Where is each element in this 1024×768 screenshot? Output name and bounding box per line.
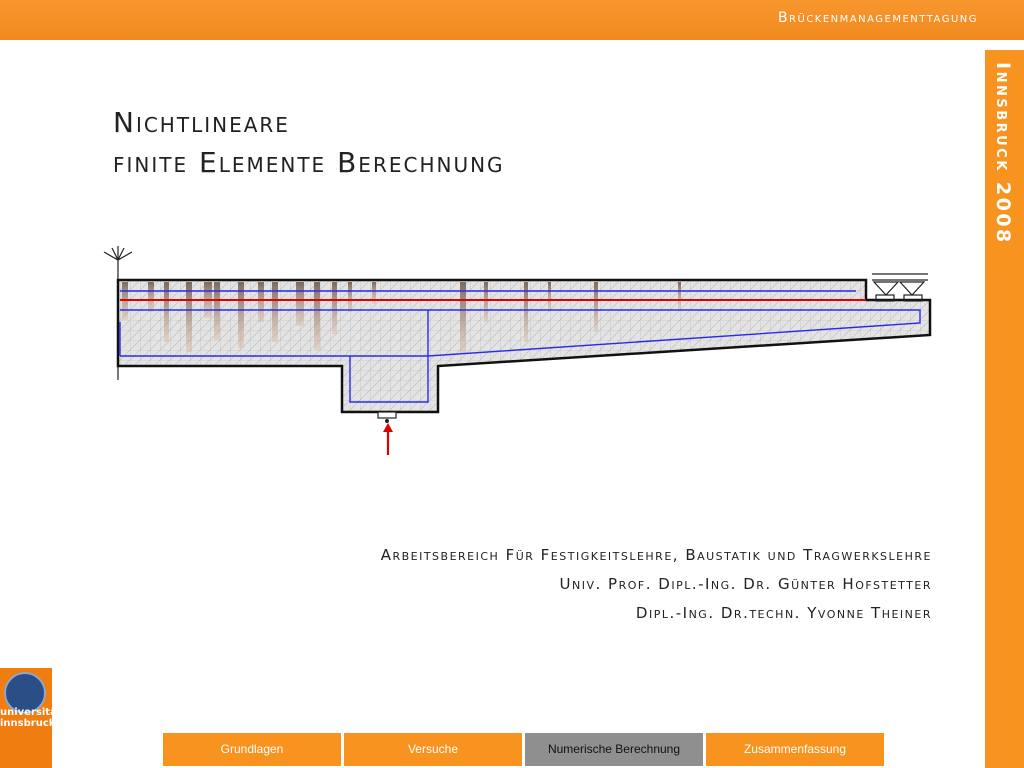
load-arrow-icon [378, 412, 396, 455]
roller-support-icon [872, 274, 928, 301]
title-line-2: finite Elemente Berechnung [113, 146, 505, 179]
authors-block [381, 541, 932, 628]
nav-zusammenfassung[interactable]: Zusammenfassung [706, 733, 884, 766]
fe-model-diagram [100, 240, 940, 465]
conference-title: Brückenmanagementtagung [777, 10, 978, 26]
sidebar-label: Innsbruck 2008 [992, 62, 1014, 245]
slide-title [113, 103, 505, 183]
author-theiner: Dipl.-Ing. Dr.techn. Yvonne Theiner [635, 604, 932, 622]
author-hofstetter: Univ. Prof. Dipl.-Ing. Dr. Günter Hofstetter [559, 575, 932, 593]
nav-versuche[interactable]: Versuche [344, 733, 522, 766]
department-line: Arbeitsbereich Für Festigkeitslehre, Baustatik und Tragwerkslehre [380, 546, 932, 564]
nav-grundlagen[interactable]: Grundlagen [163, 733, 341, 766]
nav-numerische-berechnung[interactable]: Numerische Berechnung [525, 733, 703, 766]
title-line-1: Nichtlineare [113, 106, 290, 139]
university-logo-text: universität innsbruck [0, 707, 62, 729]
